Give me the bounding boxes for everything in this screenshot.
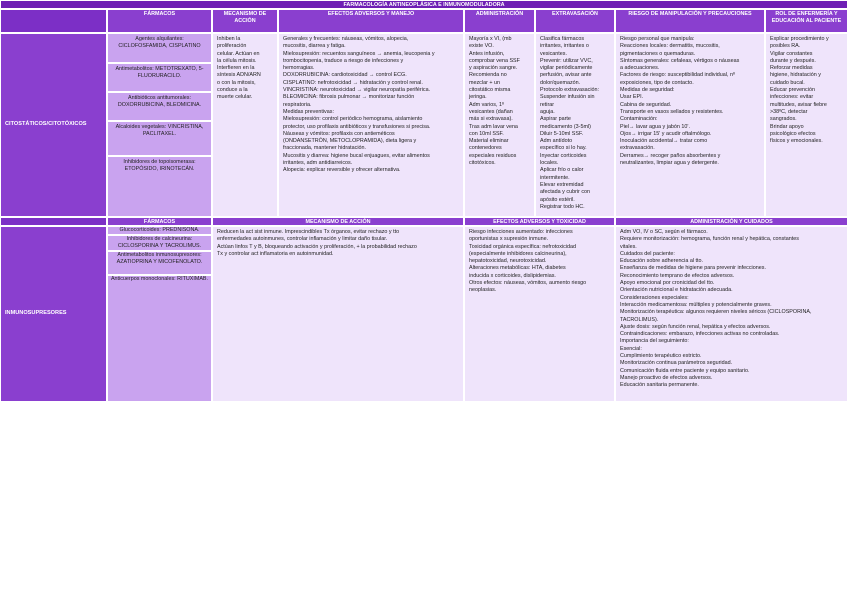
text-line: Adm antídoto [540, 138, 573, 145]
text-line: Reacciones locales: dermatitis, mucositis, [620, 43, 720, 50]
text-line: Interfieren en la [217, 65, 255, 72]
text-line: Adm VO, IV o SC, según el fármaco. [620, 229, 708, 235]
text-line: Cumplimiento terapéutico estricto. [620, 353, 702, 360]
text-line: Adm varios, 1º [469, 101, 504, 108]
text-line: la célula mitosis. [217, 57, 257, 64]
s1-rol [765, 33, 848, 217]
text-line: Explicar procedimiento y [770, 36, 829, 42]
text-line: Ojos→ irrigar 15' y acudir oftalmólogo. [620, 130, 712, 137]
text-line: Reconocimiento temprano de efectos adversos. [620, 272, 735, 279]
text-line: Antes infusión, [469, 50, 505, 57]
text-line: Alteraciones metabólicas: HTA, diabetes [469, 265, 566, 272]
text-line: Apoyo emocional por cronicidad del tto. [620, 280, 715, 287]
text-line: TACROLIMUS). [620, 316, 659, 323]
text-line: Riesgo infecciones aumentado: infecciones [469, 229, 573, 235]
text-line: Registrar todo HC. [540, 203, 585, 210]
s1-riesgo [615, 33, 765, 217]
text-line: irritantes, irritantes o [540, 43, 589, 50]
text-line: Toxicidad orgánica específica: nefrotoxicidad [469, 243, 576, 250]
text-line: muerte celular. [217, 94, 253, 101]
text-line: posibles RA. [770, 43, 801, 50]
text-line: Mielosupresión: control periódico hemograma, aislamiento [283, 116, 423, 123]
text-line: Náuseas y vómitos: profilaxis con antieméticos [283, 130, 395, 137]
text-line: Factores de riesgo: susceptibilidad individual, nº [620, 72, 735, 79]
text-line: Inoculación accidental→ tratar como [620, 138, 708, 145]
text-line: extravasación. [620, 145, 655, 152]
text-line: enfermedades autoinmunes, controlar inflamación y limitar daño tisular. [217, 236, 388, 243]
text-line: Elevar extremidad [540, 181, 584, 188]
text-line: vesicantes (dañan [469, 108, 513, 115]
s1-header-efectos: EFECTOS ADVERSOS Y MANEJO [278, 9, 464, 33]
text-line: hepatotoxicidad, neurotoxicidad. [469, 258, 547, 265]
text-line: Orientación nutricional e hidratación adecuada. [620, 287, 733, 294]
text-line: Monitorización continua parámetros seguridad. [620, 360, 733, 367]
text-line: Prevenir: utilizar VVC, [540, 57, 593, 64]
text-line: exposiciones, tipo de contacto. [620, 79, 694, 86]
s2-drug-glucocorticoides: Glucocorticoides: PREDNISONA. [107, 226, 212, 235]
text-line: Material eliminar [469, 138, 509, 145]
s1-drug-antimetabolitos: Antimetabolitos: METOTREXATO, 5-FLUORURACILO. [107, 63, 212, 92]
text-line: Derrames→ recoger paños absorbentes y [620, 152, 721, 159]
text-line: a adecuaciones. [620, 65, 660, 72]
text-line: Clasifica fármacos [540, 36, 585, 42]
s2-header-efectos: EFECTOS ADVERSOS Y TOXICIDAD [464, 217, 615, 226]
text-line: inducida x corticoides, dislipidemias. [469, 272, 556, 279]
text-line: Cuidados del paciente: [620, 250, 675, 257]
text-line: Usar EPI. [620, 94, 644, 101]
text-line: multitudes, avisar fiebre [770, 101, 827, 108]
text-line: Medidas de seguridad: [620, 87, 675, 94]
text-line: comprobar vena SSF [469, 57, 520, 64]
text-line: contenedores [469, 145, 502, 152]
text-line: jeringa. [469, 94, 487, 101]
text-line: Cabina de seguridad. [620, 101, 672, 108]
text-line: Transporte en vasos sellados y resistentes. [620, 108, 724, 115]
text-line: síntesis ADN/ARN [217, 72, 261, 79]
text-line: cuidado bucal. [770, 79, 805, 86]
text-line: físicos y emocionales. [770, 138, 823, 145]
s2-header-farmacos: FÁRMACOS [107, 217, 212, 226]
text-line: Riesgo personal que manipula: [620, 36, 695, 42]
text-line: Tras adm lavar vena [469, 123, 518, 130]
text-line: o con la mitosis, [217, 79, 256, 86]
text-line: más si extravasa). [469, 116, 513, 123]
text-line: hemorragias. [283, 65, 315, 72]
s1-drug-alcaloides: Alcaloides vegetales: VINCRISTINA, PACLITAXEL. [107, 121, 212, 156]
text-line: afectada y cubrir con [540, 189, 591, 196]
text-line: Requiere monitorización: hemograma, función renal y hepática, constantes [620, 236, 799, 243]
s1-header-riesgo: RIESGO DE MANIPULACIÓN Y PRECAUCIONES [615, 9, 765, 33]
text-line: vitales. [620, 243, 637, 250]
text-line: Educación sanitaria permanente. [620, 382, 699, 389]
text-line: Brindar apoyo [770, 123, 804, 130]
table-title: FARMACOLOGÍA ANTINEOPLÁSICA E INMUNOMODULADORA [0, 0, 848, 9]
text-line: y aspiración sangre. [469, 65, 518, 72]
s2-drug-calcineurina: Inhibidores de calcineurina: CICLOSPORINA Y TACROLIMUS. [107, 235, 212, 251]
text-line: aguja. [540, 108, 555, 115]
s2-efectos [464, 226, 615, 402]
text-line: Aplicar frío o calor [540, 167, 584, 174]
text-line: Inhiben la [217, 36, 241, 42]
text-line: citotóxicos. [469, 160, 496, 167]
text-line: Enseñanza de medidas de higiene para prevenir infecciones. [620, 265, 766, 272]
text-line: intermitente. [540, 174, 570, 181]
text-line: mezclar + un [469, 79, 501, 86]
text-line: Mucositis y diarrea: higiene bucal enjuagues, evitar alimentos [283, 152, 430, 159]
s1-header-rol: ROL DE ENFERMERÍA Y EDUCACIÓN AL PACIENTE [765, 9, 848, 33]
text-line: existe VO. [469, 43, 494, 50]
text-line: Inyectar corticoides [540, 152, 587, 159]
text-line: pigmentaciones o quemaduras. [620, 50, 696, 57]
text-line: Síntomas generales: cefaleas, vértigos o náuseas [620, 57, 740, 64]
text-line: trombocitopenia, traduce a riesgo de infecciones y [283, 57, 404, 64]
text-line: Comunicación fluida entre paciente y equipo sanitario. [620, 367, 750, 374]
text-line: fraccionada, mantener hidratación. [283, 145, 367, 152]
s1-mecanismo [212, 33, 278, 217]
text-line: (ONDANSETRÓN, METOCLOPRAMIDA), dieta ligera y [283, 138, 417, 145]
text-line: Generales y frecuentes: náuseas, vómitos, alopecia, [283, 36, 409, 42]
s1-header-extravasacion: EXTRAVASACIÓN [535, 9, 615, 33]
text-line: Medidas preventivas: [283, 108, 334, 115]
text-line: durante y después. [770, 57, 816, 64]
s2-header-mecanismo: MECANISMO DE ACCIÓN [212, 217, 464, 226]
text-line: Recomienda no [469, 72, 507, 79]
s1-header-administracion: ADMINISTRACIÓN [464, 9, 535, 33]
text-line: Importancia del seguimiento: [620, 338, 689, 345]
text-line: infecciones: evitar [770, 94, 814, 101]
text-line: celular. Actúan en [217, 50, 260, 57]
text-line: vesicantes. [540, 50, 567, 57]
s1-header-mecanismo: MECANISMO DE ACCIÓN [212, 9, 278, 33]
s2-header-administracion: ADMINISTRACIÓN Y CUIDADOS [615, 217, 848, 226]
text-line: medicamento (3-5ml) [540, 123, 591, 130]
s2-mecanismo [212, 226, 464, 402]
text-line: mucositis, diarrea y fatiga. [283, 43, 346, 50]
text-line: psicológico efectos [770, 130, 816, 137]
s1-row-label: CITOSTÁTICOS/CITOTÓXICOS [0, 33, 107, 217]
text-line: específico si lo hay. [540, 145, 587, 152]
s1-efectos [278, 33, 464, 217]
text-line: vigilar periódicamente [540, 65, 593, 72]
s1-drug-alquilantes: Agentes alquilantes: CICLOFOSFAMIDA, CISPLATINO [107, 33, 212, 63]
text-line: Diluir 5-10ml SSF. [540, 130, 584, 137]
section2-header-spacer [0, 217, 107, 226]
text-line: higiene, hidratación y [770, 72, 821, 79]
text-line: Contraindicaciones: embarazo, infecciones activas no controladas. [620, 331, 780, 338]
text-line: Piel→ lavar agua y jabón 10'. [620, 123, 690, 130]
text-line: neutralizantes, limpiar agua y detergente. [620, 160, 719, 167]
text-line: Ajuste dosis: según función renal, hepática y efectos adversos. [620, 323, 771, 330]
text-line: Suspender infusión sin retirar [540, 94, 595, 108]
text-line: neoplasias. [469, 287, 497, 294]
text-line: >38ºC, detectar [770, 108, 808, 115]
text-line: irritantes, adm antidiarreicos. [283, 160, 353, 167]
text-line: oportunistas x supresión inmune. [469, 236, 549, 243]
text-line: VINCRISTINA: neurotoxicidad → vigilar neuropatía periférica. [283, 87, 431, 94]
text-line: Vigilar constantes [770, 50, 813, 57]
text-line: Manejo proactivo de efectos adversos. [620, 374, 713, 381]
section1-header-spacer [0, 9, 107, 33]
text-line: Mayoría x VI, (mb [469, 36, 512, 42]
text-line: dolor/quemazón. [540, 79, 581, 86]
text-line: Monitorización terapéutica: algunos requieren niveles séricos (CICLOSPORINA, [620, 309, 812, 316]
text-line: respiratoria. [283, 101, 312, 108]
text-line: Esencial: [620, 345, 642, 352]
text-line: Educar prevención [770, 87, 815, 94]
s1-administracion [464, 33, 535, 217]
text-line: conduce a la [217, 87, 248, 94]
s1-extravasacion [535, 33, 615, 217]
text-line: con 10ml SSF. [469, 130, 504, 137]
text-line: DOXORRUBICINA: cardiotoxicidad → control ECG. [283, 72, 407, 79]
text-line: Mielosupresión: recuentos sanguíneos → anemia, leucopenia y [283, 50, 435, 57]
s1-drug-antibioticos: Antibióticos antitumorales: DOXORRUBICINA, BLEOMICINA. [107, 92, 212, 121]
text-line: Alopecia: explicar reversible y ofrecer alternativa. [283, 167, 401, 174]
text-line: (especialmente inhibidores calcineurina), [469, 250, 567, 257]
text-line: proliferación [217, 43, 247, 50]
text-line: BLEOMICINA: fibrosis pulmonar → monitorizar función [283, 94, 415, 101]
text-line: Reducen la act sist inmune. Imprescindibles Tx órganos, evitar rechazo y tto [217, 229, 400, 235]
text-line: Otros efectos: náuseas, vómitos, aumento riesgo [469, 280, 587, 287]
text-line: perfusión, avisar ante [540, 72, 592, 79]
text-line: especiales residuos [469, 152, 517, 159]
text-line: Interacción medicamentosa: múltiples y potencialmente graves. [620, 301, 772, 308]
text-line: apósito estéril. [540, 196, 575, 203]
text-line: Actúan linfos T y B, bloqueando activación y proliferación, + la probabilidad rechazo [217, 243, 417, 250]
text-line: protector, uso profilaxis antibióticos y transfusiones si precisa. [283, 123, 431, 130]
text-line: Reforzar medidas [770, 65, 813, 72]
s2-administracion [615, 226, 848, 402]
text-line: citostático misma [469, 87, 511, 94]
text-line: CISPLATINO: nefrotoxicidad → hidratación y control renal. [283, 79, 423, 86]
text-line: Aspirar parte [540, 116, 571, 123]
s2-drug-antimetabolitos: Antimetabolitos inmunosupresores: AZATIOPRINA Y MICOFENOLATO. [107, 251, 212, 275]
text-line: Tx y controlar act inflamatoria en autoinmunidad. [217, 250, 334, 257]
text-line: Contaminación: [620, 116, 658, 123]
text-line: Educación sobre adherencia al tto. [620, 258, 704, 265]
text-line: locales. [540, 160, 559, 167]
text-line: sangrados. [770, 116, 797, 123]
text-line: Consideraciones especiales: [620, 294, 689, 301]
text-line: Protocolo extravasación: [540, 87, 600, 94]
s1-header-farmacos: FÁRMACOS [107, 9, 212, 33]
s1-drug-topoisomerasa: Inhibidores de topoisomerasa: ETOPÓSIDO, IRINOTECÁN. [107, 156, 212, 217]
s2-row-label: INMUNOSUPRESORES [0, 226, 107, 402]
s2-drug-anticuerpos: Anticuerpos monoclonales: RITUXIMAB. [107, 275, 212, 402]
